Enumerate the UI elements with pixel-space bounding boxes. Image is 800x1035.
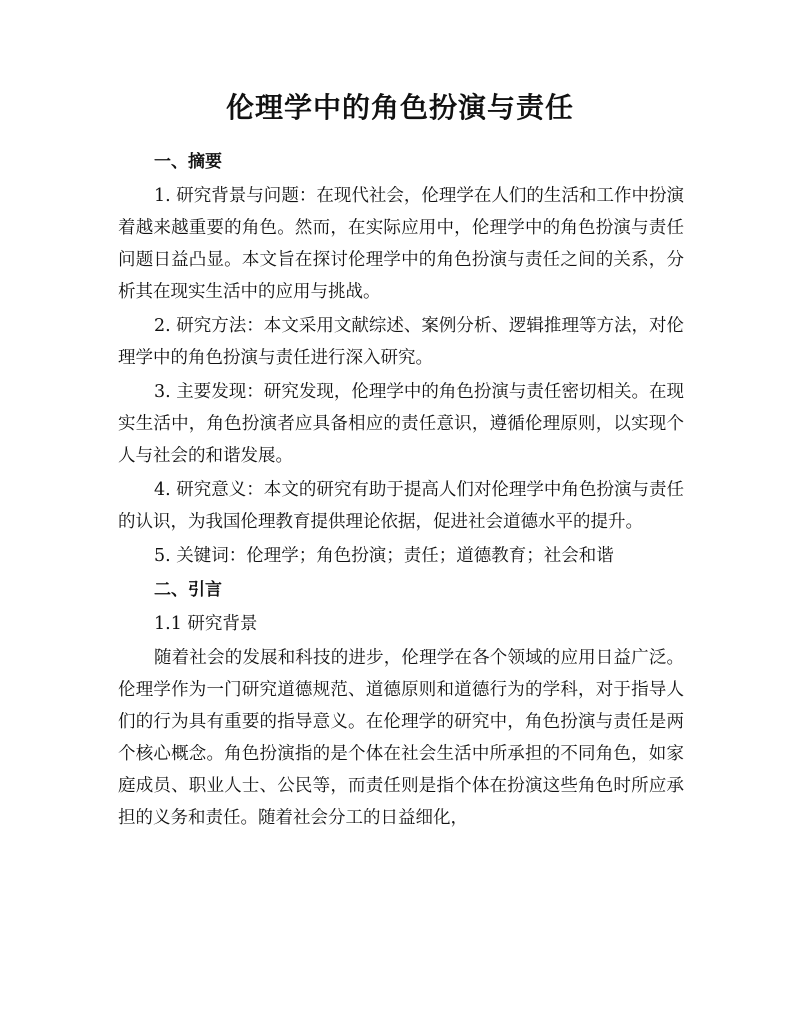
introduction-paragraph: 随着社会的发展和科技的进步，伦理学在各个领域的应用日益广泛。伦理学作为一门研究道德规范、道德原则和道德行为的学科，对于指导人们的行为具有重要的指导意义。在伦理学的研究中，角色扮演与责任是两个核心概念。角色扮演指的是个体在社会生活中所承担的不同角色，如家庭成员、职业人士、公民等，而责任则是指个体在扮演这些角色时所应承担的义务和责任。随着社会分工的日益细化，	[118, 648, 684, 828]
document-title: 伦理学中的角色扮演与责任	[225, 91, 574, 124]
section-heading-introduction: 二、引言	[154, 580, 222, 600]
document-body	[118, 146, 684, 834]
abstract-paragraph-background: 1. 研究背景与问题：在现代社会，伦理学在人们的生活和工作中扮演着越来越重要的角色。然而，在实际应用中，伦理学中的角色扮演与责任问题日益凸显。本文旨在探讨伦理学中的角色扮演与责任之间的关系，分析其在现实生活中的应用与挑战。	[118, 186, 684, 302]
abstract-paragraph-significance: 4. 研究意义：本文的研究有助于提高人们对伦理学中角色扮演与责任的认识，为我国伦理教育提供理论依据，促进社会道德水平的提升。	[118, 480, 684, 532]
abstract-paragraph-findings: 3. 主要发现：研究发现，伦理学中的角色扮演与责任密切相关。在现实生活中，角色扮演者应具备相应的责任意识，遵循伦理原则，以实现个人与社会的和谐发展。	[118, 382, 684, 466]
abstract-paragraph-method: 2. 研究方法：本文采用文献综述、案例分析、逻辑推理等方法，对伦理学中的角色扮演与责任进行深入研究。	[118, 316, 684, 368]
subsection-heading-background: 1.1 研究背景	[154, 614, 258, 634]
section-heading-abstract: 一、摘要	[154, 152, 222, 172]
abstract-paragraph-keywords: 5. 关键词：伦理学；角色扮演；责任；道德教育；社会和谐	[154, 546, 614, 566]
